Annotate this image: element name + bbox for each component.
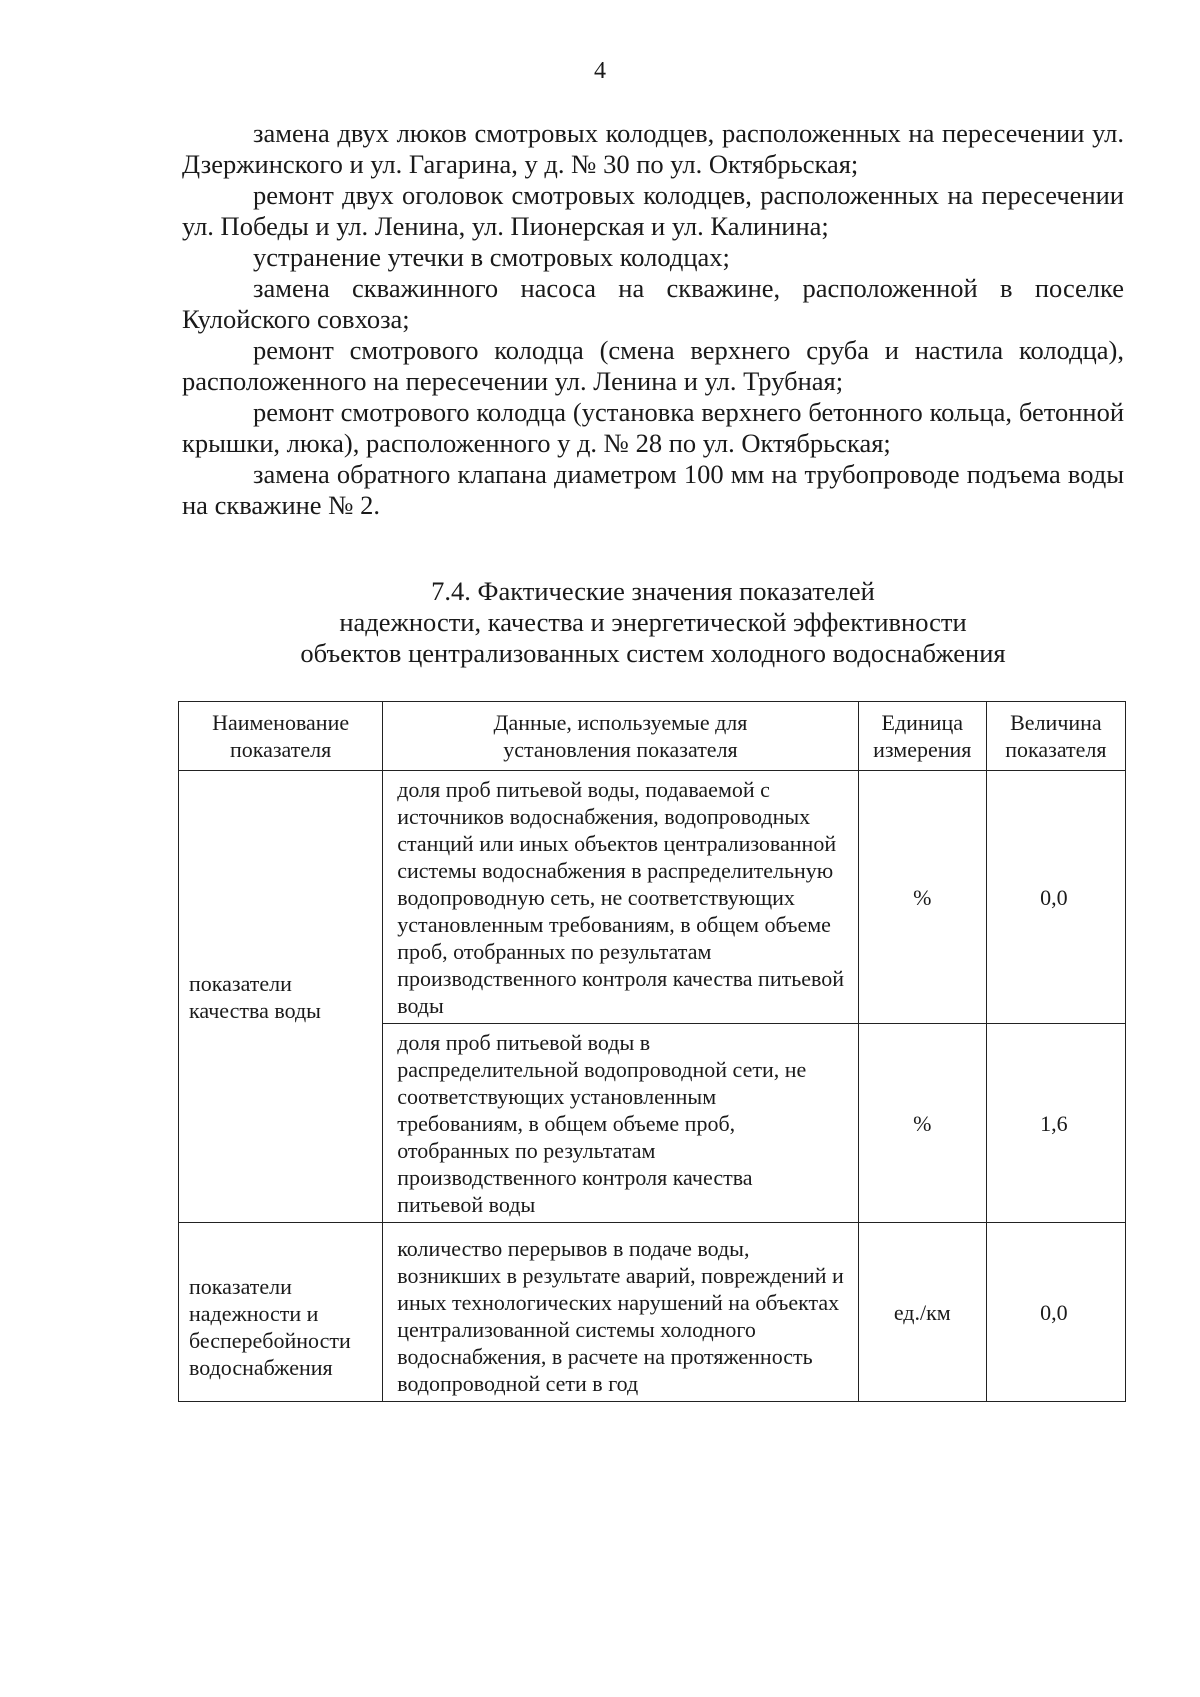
work-list xyxy=(182,118,1124,521)
work-item: ремонт смотрового колодца (установка верхнего бетонного кольца, бетонной крышки, люка), расположенного у д. № 28 по ул. Октябрьская; xyxy=(182,397,1124,458)
section-title xyxy=(182,576,1124,669)
work-item: замена двух люков смотровых колодцев, расположенных на пересечении ул. Дзержинского и ул. Гагарина, у д. № 30 по ул. Октябрьская; xyxy=(182,118,1124,179)
work-item: замена скважинного насоса на скважине, расположенной в поселке Кулойского совхоза; xyxy=(182,273,1124,334)
table-row xyxy=(179,1223,1126,1402)
source-data-cell: доля проб питьевой воды в распределительной водопроводной сети, не соответствующих установленным требованиям, в общем объеме проб, отобранных по результатам производственного контроля качества питьевой воды xyxy=(383,1024,859,1223)
header-unit: Единица измерения xyxy=(858,702,986,771)
source-data-cell: количество перерывов в подаче воды, возникших в результате аварий, повреждений и иных технологических нарушений на объектах централизованной системы холодного водоснабжения, в расчете на протяженность водопроводной сети в год xyxy=(383,1223,859,1402)
indicator-group-water-quality: показатели качества воды xyxy=(179,771,383,1223)
work-item: ремонт двух оголовок смотровых колодцев, расположенных на пересечении ул. Победы и ул. Ленина, ул. Пионерская и ул. Калинина; xyxy=(182,180,1124,241)
value-cell xyxy=(986,1223,1125,1402)
section-title-line: надежности, качества и энергетической эффективности xyxy=(339,607,967,637)
unit-cell: % xyxy=(858,1024,986,1223)
page-number: 4 xyxy=(594,58,606,84)
table-header-row xyxy=(179,702,1126,771)
value-text: 1,6 xyxy=(1040,1110,1068,1136)
source-data-cell: доля проб питьевой воды, подаваемой с источников водоснабжения, водопроводных станций или иных объектов централизованной системы водоснабжения в распределительную водопроводную сеть, не соответствующих установленным требованиям, в общем объеме проб, отобранных по результатам производственного контроля качества питьевой воды xyxy=(383,771,859,1024)
value-text: 0,0 xyxy=(1040,884,1068,910)
unit-cell: % xyxy=(858,771,986,1024)
header-source-data: Данные, используемые для установления показателя xyxy=(383,702,859,771)
unit-cell: ед./км xyxy=(858,1223,986,1402)
indicators-table xyxy=(178,701,1126,1402)
value-cell xyxy=(986,771,1125,1024)
table-row xyxy=(179,771,1126,1024)
work-item: замена обратного клапана диаметром 100 мм на трубопроводе подъема воды на скважине № 2. xyxy=(182,459,1124,520)
value-text: 0,0 xyxy=(1040,1299,1068,1325)
work-item: устранение утечки в смотровых колодцах; xyxy=(253,242,730,272)
header-value: Величина показателя xyxy=(986,702,1125,771)
section-title-line: 7.4. Фактические значения показателей xyxy=(431,576,875,606)
section-title-line: объектов централизованных систем холодного водоснабжения xyxy=(300,638,1006,668)
value-cell xyxy=(986,1024,1125,1223)
indicator-group-reliability: показатели надежности и бесперебойности водоснабжения xyxy=(179,1223,383,1402)
header-indicator-name: Наименование показателя xyxy=(179,702,383,771)
work-item: ремонт смотрового колодца (смена верхнего сруба и настила колодца), расположенного на пересечении ул. Ленина и ул. Трубная; xyxy=(182,335,1124,396)
